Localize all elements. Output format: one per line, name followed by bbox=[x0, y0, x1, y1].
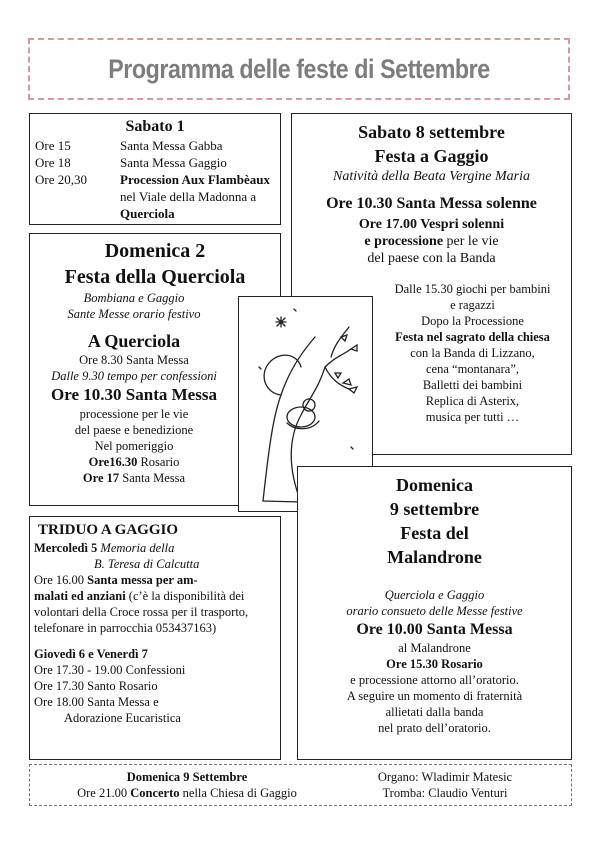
sabato-1-box bbox=[29, 113, 281, 225]
footer-concert-box: Domenica 9 Settembre Ore 21.00 Concerto nella Chiesa di Gaggio Organo: Wladimir Matesic Tromba: Claudio Venturi bbox=[29, 764, 572, 806]
schedule-row: Ore 18 Santa Messa Gaggio bbox=[35, 155, 227, 170]
schedule-row: Ore 15 Santa Messa Gabba bbox=[35, 138, 223, 153]
mass-time: Ore 10.30 Santa Messa solenne bbox=[326, 195, 537, 212]
schedule-row: Ore 20,30 Procession Aux Flambèaux nel Viale della Madonna a Querciola bbox=[35, 172, 270, 221]
domenica-9-box: Domenica 9 settembre Festa del Malandrone Querciola e Gaggio orario consueto delle Messe festive Ore 10.00 Santa Messa al Malandrone Ore 15.30 Rosario e processione attorno all’oratorio. A seguire un momento di fraternità allietati dalla banda nel prato dell’oratorio. bbox=[297, 466, 572, 760]
mass-time: Ore 10.00 Santa Messa bbox=[356, 621, 513, 638]
domenica-2-box: Domenica 2 Festa della Querciola Bombiana e Gaggio Sante Messe orario festivo A Querciola Ore 8.30 Santa Messa Dalle 9.30 tempo per confessioni Ore 10.30 Santa Messa processione per le vie del paese e benedizione Nel pomeriggio Ore16.30 Rosario Ore 17 Santa Messa bbox=[29, 233, 281, 506]
sabato-8-box: Sabato 8 settembre Festa a Gaggio Natività della Beata Vergine Maria Ore 10.30 Santa Messa solenne Ore 17.00 Vespri solenni e processione per le vie del paese con la Banda Dalle 15.30 giochi per bambini e ragazzi Dopo la Processione Festa nel sagrato della chiesa con la Banda di Lizzano, cena “montanara”, Balletti dei bambini Replica di Asterix, musica per tutti … bbox=[291, 113, 572, 455]
header-banner bbox=[28, 38, 570, 100]
page-title: Programma delle feste di Settembre bbox=[108, 54, 490, 84]
festa-querciola-title: Festa della Querciola bbox=[64, 266, 246, 288]
sabato-8-title: Sabato 8 settembre bbox=[358, 122, 505, 142]
domenica-2-title: Domenica 2 bbox=[104, 240, 206, 262]
subtitle: Natività della Beata Vergine Maria bbox=[332, 169, 530, 184]
querciola-heading: A Querciola bbox=[87, 331, 181, 351]
festa-gaggio-title: Festa a Gaggio bbox=[374, 146, 489, 166]
sabato-1-title: Sabato 1 bbox=[125, 118, 185, 135]
triduo-title: TRIDUO A GAGGIO bbox=[38, 522, 179, 538]
mass-time: Ore 10.30 Santa Messa bbox=[51, 385, 217, 404]
triduo-box: TRIDUO A GAGGIO Mercoledì 5 Memoria della B. Teresa di Calcutta Ore 16.00 Santa messa per am- malati ed anziani (c’è la disponibilità dei volontari della Croce rossa per il trasporto, telefonare in parrocchia 053437163) Giovedì 6 e Venerdì 7 Ore 17.30 - 19.00 Confessioni Ore 17.30 Santo Rosario Ore 18.00 Santa Messa e Adorazione Eucaristica bbox=[29, 516, 281, 760]
